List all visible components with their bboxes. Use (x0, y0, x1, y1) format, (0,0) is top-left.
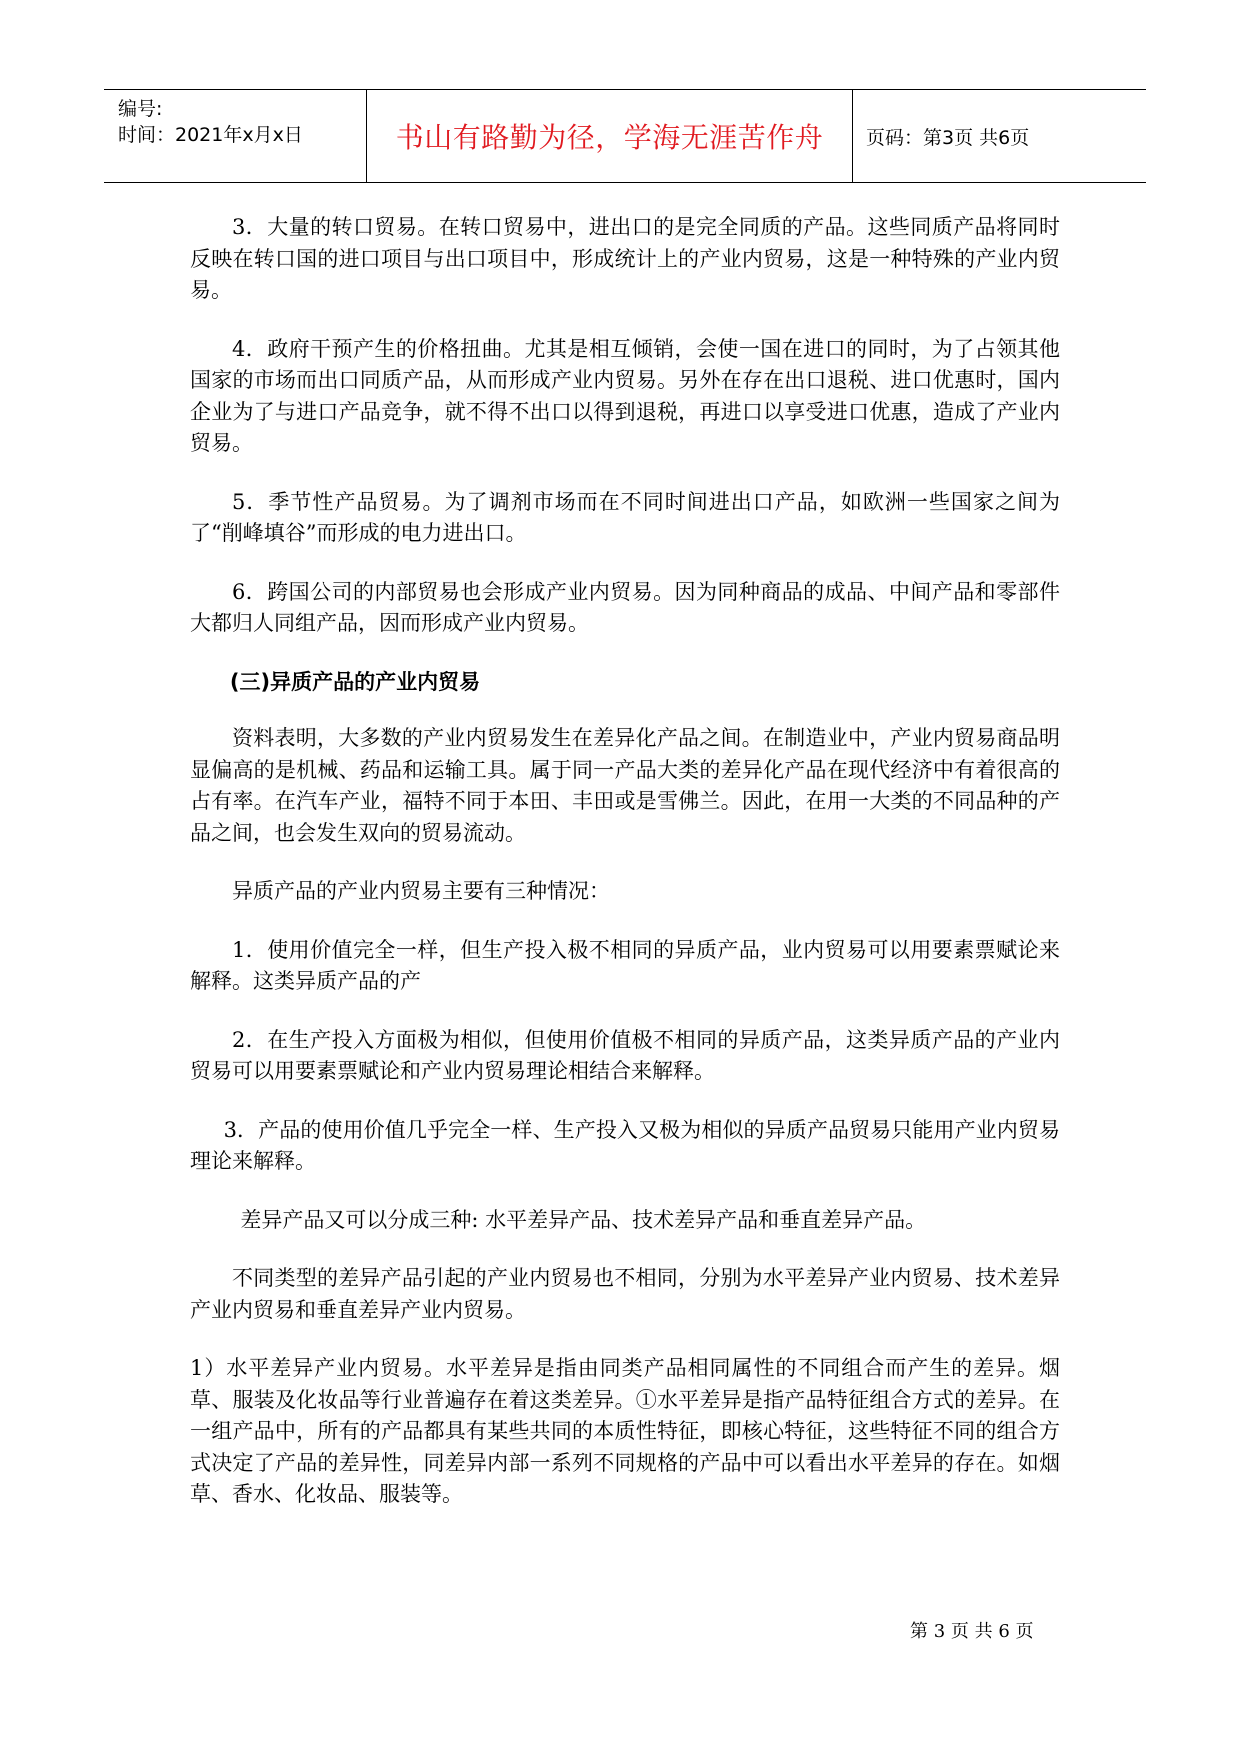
paragraph: 6．跨国公司的内部贸易也会形成产业内贸易。因为同种商品的成品、中间产品和零部件大都归人同组产品，因而形成产业内贸易。 (190, 579, 1060, 635)
paragraph: 2．在生产投入方面极为相似，但使用价值极不相同的异质产品，这类异质产品的产业内贸易可以用要素票赋论和产业内贸易理论相结合来解释。 (190, 1027, 1060, 1083)
paragraph: 资料表明，大多数的产业内贸易发生在差异化产品之间。在制造业中，产业内贸易商品明显偏高的是机械、药品和运输工具。属于同一产品大类的差异化产品在现代经济中有着很高的占有率。在汽车产业，福特不同于本田、丰田或是雪佛兰。因此，在用一大类的不同品种的产品之间，也会发生双向的贸易流动。 (190, 726, 1060, 845)
document-number-label: 编号: (118, 98, 163, 120)
page-header (104, 89, 1146, 183)
paragraph: 差异产品又可以分成三种: 水平差异产品、技术差异产品和垂直差异产品。 (240, 1207, 927, 1232)
header-page-number: 页码：第3页 共6页 (866, 126, 1030, 149)
paragraph: 3．大量的转口贸易。在转口贸易中，进出口的是完全同质的产品。这些同质产品将同时反映在转口国的进口项目与出口项目中，形成统计上的产业内贸易，这是一种特殊的产业内贸易。 (190, 215, 1060, 302)
paragraph: 1）水平差异产业内贸易。水平差异是指由同类产品相同属性的不同组合而产生的差异。烟草、服装及化妆品等行业普遍存在着这类差异。①水平差异是指产品特征组合方式的差异。在一组产品中，所有的产品都具有某些共同的本质性特征，即核心特征，这些特征不同的组合方式决定了产品的差异性，同差异内部一系列不同规格的产品中可以看出水平差异的存在。如烟草、香水、化妆品、服装等。 (190, 1356, 1060, 1506)
paragraph: 5．季节性产品贸易。为了调剂市场而在不同时间进出口产品，如欧洲一些国家之间为了“削峰填谷”而形成的电力进出口。 (190, 489, 1060, 545)
header-meta (118, 90, 368, 182)
document-body (190, 212, 1060, 1538)
paragraph: 异质产品的产业内贸易主要有三种情况： (232, 879, 610, 903)
document-time-label: 时间：2021年x月x日 (118, 124, 303, 146)
page-footer: 第 3 页 共 6 页 (910, 1621, 1034, 1642)
paragraph: 1．使用价值完全一样，但生产投入极不相同的异质产品，业内贸易可以用要素票赋论来解释。这类异质产品的产 (190, 937, 1060, 993)
paragraph: 不同类型的差异产品引起的产业内贸易也不相同，分别为水平差异产业内贸易、技术差异产业内贸易和垂直差异产业内贸易。 (190, 1266, 1060, 1322)
paragraph: 4．政府干预产生的价格扭曲。尤其是相互倾销，会使一国在进口的同时，为了占领其他国家的市场而出口同质产品，从而形成产业内贸易。另外在存在出口退税、进口优惠时，国内企业为了与进口产品竞争，就不得不出口以得到退税，再进口以享受进口优惠，造成了产业内贸易。 (190, 336, 1060, 455)
header-motto: 书山有路勤为径，学海无涯苦作舟 (395, 121, 824, 154)
section-heading: (三)异质产品的产业内贸易 (229, 669, 481, 694)
paragraph: 3．产品的使用价值几乎完全一样、生产投入又极为相似的异质产品贸易只能用产业内贸易理论来解释。 (190, 1117, 1060, 1173)
header-divider (852, 90, 853, 182)
